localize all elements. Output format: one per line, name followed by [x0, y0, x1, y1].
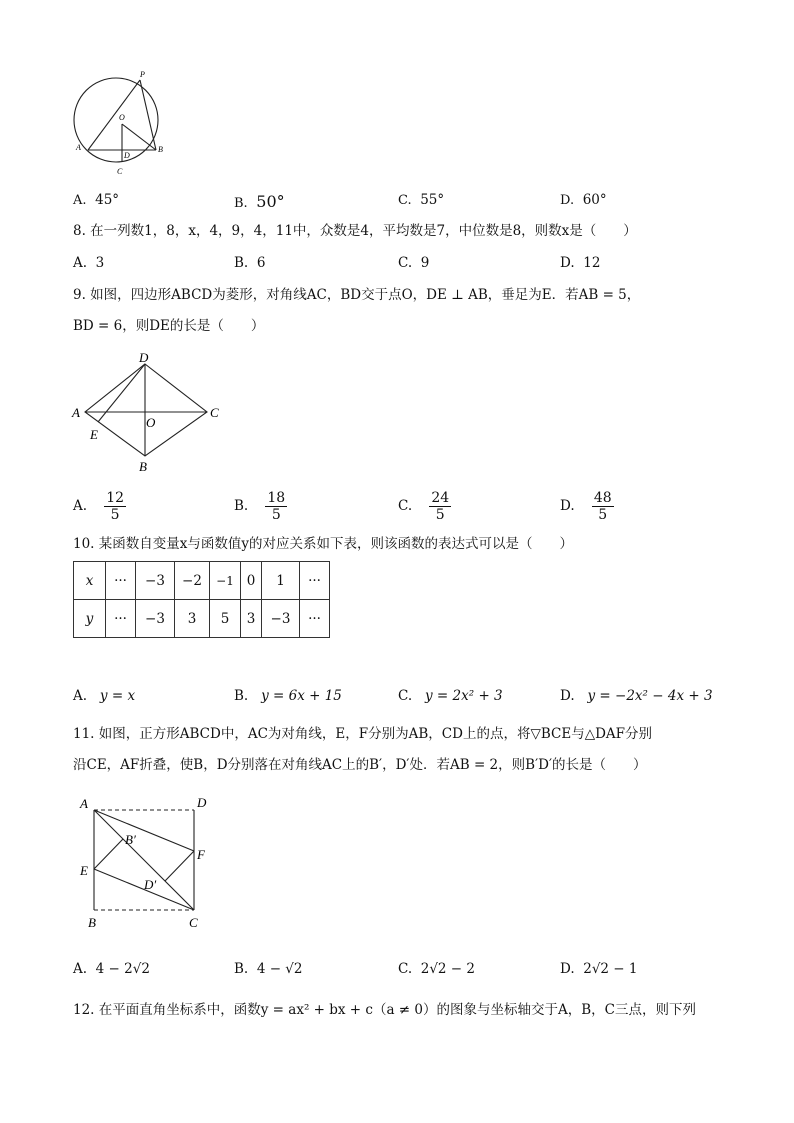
q8-option-c[interactable]: C. 9	[398, 255, 430, 271]
q7-label-p: P	[140, 70, 145, 79]
q8-option-a-text: 3	[95, 255, 105, 271]
table-cell: ···	[300, 562, 330, 600]
q11-segment-eb1	[94, 839, 123, 869]
q7-line-ap	[88, 80, 140, 150]
table-cell: ···	[106, 600, 136, 638]
table-cell: ···	[106, 562, 136, 600]
q11-diagonal-ac	[94, 810, 194, 910]
q7-option-a-text: 45°	[95, 192, 120, 208]
q9-label-b: B	[139, 459, 147, 474]
table-cell: −3	[136, 600, 175, 638]
q11-label-c: C	[189, 915, 198, 930]
q9-label-d: D	[139, 350, 149, 365]
q7-label-o: O	[119, 113, 125, 122]
q11-option-a[interactable]: A. 4 − 2√2	[73, 961, 150, 977]
q10-option-c-text: y = 2x² + 3	[425, 688, 503, 704]
q9-stem-line2: BD = 6，则DE的长是（ ）	[73, 318, 265, 334]
q9-option-b[interactable]: B. $\frac{18}{5}$	[234, 490, 286, 524]
q10-option-d[interactable]: D. y = −2x² − 4x + 3	[560, 688, 713, 704]
q10-option-b[interactable]: B. y = 6x + 15	[234, 688, 342, 704]
q8-option-a[interactable]: A. 3	[73, 255, 105, 271]
q11-option-d[interactable]: D. 2√2 − 1	[560, 961, 638, 977]
q7-option-d[interactable]: D. 60°	[560, 192, 607, 208]
q11-option-c[interactable]: C. 2√2 − 2	[398, 961, 475, 977]
q11-option-d-text: 2√2 − 1	[583, 961, 638, 977]
q7-option-c-text: 55°	[420, 192, 445, 208]
q11-option-c-text: 2√2 − 2	[420, 961, 475, 977]
table-cell: −1	[210, 562, 241, 600]
q9-segment-de	[98, 364, 145, 422]
q10-value-table	[73, 561, 330, 638]
q11-label-d: D	[197, 795, 207, 810]
q10-option-d-text: y = −2x² − 4x + 3	[587, 688, 713, 704]
q7-option-a[interactable]: A. 45°	[73, 192, 120, 208]
q10-row-y	[74, 600, 330, 638]
q11-label-a: A	[80, 796, 88, 811]
q11-fold-af	[94, 810, 194, 851]
q7-option-d-text: 60°	[582, 192, 607, 208]
q11-option-b[interactable]: B. 4 − √2	[234, 961, 303, 977]
q10-row-x	[74, 562, 330, 600]
q11-label-d1: D′	[144, 877, 157, 892]
q11-label-b1: B′	[125, 832, 136, 847]
q7-label-b: B	[158, 145, 163, 154]
table-cell: −3	[262, 600, 300, 638]
q10-option-c[interactable]: C. y = 2x² + 3	[398, 688, 503, 704]
table-cell: 0	[241, 562, 262, 600]
q10-option-a[interactable]: A. y = x	[73, 688, 136, 704]
q11-option-b-text: 4 − √2	[256, 961, 303, 977]
table-cell: −2	[175, 562, 210, 600]
q11-label-e: E	[80, 863, 88, 878]
q10-option-b-text: y = 6x + 15	[261, 688, 342, 704]
q7-label-d: D	[124, 151, 130, 160]
table-cell: 3	[175, 600, 210, 638]
q11-label-b: B	[88, 915, 96, 930]
q7-circle-figure	[70, 68, 170, 180]
q8-stem: 8. 在一列数1，8，x，4，9，4，11中，众数是4，平均数是7，中位数是8，则数x是（ ）	[73, 223, 637, 239]
q11-label-f: F	[197, 847, 205, 862]
q9-stem-line1: 9. 如图，四边形ABCD为菱形，对角线AC，BD交于点O，DE ⊥ AB，垂足为E．若AB = 5，	[73, 287, 641, 303]
q7-label-a: A	[76, 143, 81, 152]
q11-stem-line1: 11. 如图，正方形ABCD中，AC为对角线，E，F分别为AB，CD上的点，将▽BCE与△DAF分别	[73, 726, 653, 742]
table-cell: 5	[210, 600, 241, 638]
q10-stem: 10. 某函数自变量x与函数值y的对应关系如下表，则该函数的表达式可以是（ ）	[73, 536, 573, 552]
q12-stem: 12. 在平面直角坐标系中，函数y = ax² + bx + c（a ≠ 0）的图象与坐标轴交于A，B，C三点，则下列	[73, 1002, 696, 1018]
table-cell: 1	[262, 562, 300, 600]
q9-rhombus-figure	[70, 350, 230, 475]
table-cell: −3	[136, 562, 175, 600]
q7-option-c[interactable]: C. 55°	[398, 192, 445, 208]
q9-label-a: A	[72, 405, 80, 420]
q9-option-a[interactable]: A. $\frac{12}{5}$	[73, 490, 125, 524]
q8-option-b[interactable]: B. 6	[234, 255, 266, 271]
q9-label-c: C	[210, 405, 219, 420]
table-cell: ···	[300, 600, 330, 638]
q11-option-a-text: 4 − 2√2	[95, 961, 150, 977]
q11-segment-fd1	[165, 851, 194, 881]
table-cell: y	[74, 600, 106, 638]
q9-option-d[interactable]: D. $\frac{48}{5}$	[560, 490, 612, 524]
q7-option-b-text: 50°	[256, 192, 285, 211]
q8-option-b-text: 6	[256, 255, 266, 271]
q9-label-o: O	[146, 415, 156, 430]
q7-label-c: C	[117, 167, 123, 176]
q11-stem-line2: 沿CE，AF折叠，使B，D分别落在对角线AC上的B′，D′处．若AB = 2，则B′D′的长是（ ）	[73, 757, 647, 773]
q7-option-b[interactable]: B. 50°	[234, 192, 285, 211]
q8-option-d[interactable]: D. 12	[560, 255, 601, 271]
q9-rhombus	[85, 364, 207, 456]
q8-option-c-text: 9	[420, 255, 430, 271]
q10-option-a-text: y = x	[99, 688, 136, 704]
table-cell: x	[74, 562, 106, 600]
table-cell: 3	[241, 600, 262, 638]
q9-option-c[interactable]: C. $\frac{24}{5}$	[398, 490, 450, 524]
q11-square-figure	[72, 792, 222, 934]
q8-option-d-text: 12	[583, 255, 601, 271]
q7-circle	[74, 78, 158, 162]
q9-label-e: E	[90, 427, 98, 442]
